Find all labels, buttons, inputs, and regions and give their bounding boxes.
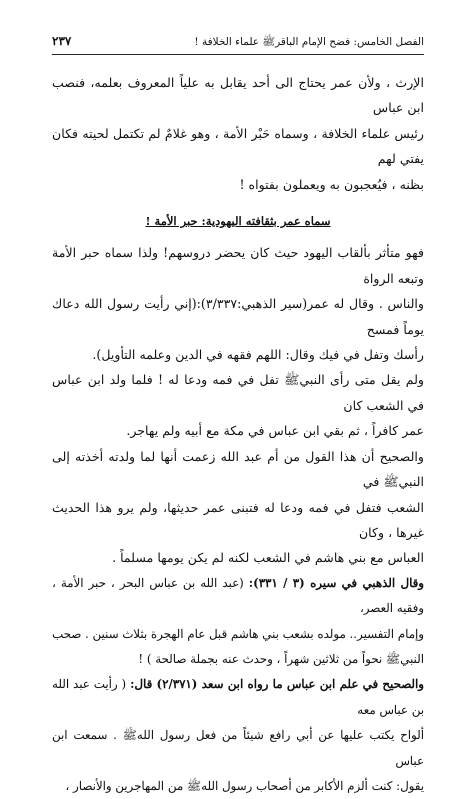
running-title: الفصل الخامس: فضح الإمام الباقرﷺ علماء الخلافة !	[194, 36, 424, 48]
citation-lead: والصحيح في علم ابن عباس ما رواه ابن سعد (٢/٣٧١) قال:	[130, 677, 424, 692]
text-line: الشعب فتفل في فمه ودعا له فتبنى عمر حديثها، ولم يرو هذا الحديث غيرها ، وكان	[52, 499, 424, 540]
page-body	[52, 70, 424, 799]
text-line: النبيﷺ نحواً من ثلاثين شهراً ، وحدث عنه بجملة صالحة ) !	[138, 651, 424, 666]
text-line: الإرث ، ولأن عمر يحتاج الى أحد يقابل به علياً المعروف بعلمه، فنصب ابن عباس	[52, 75, 424, 116]
citation-lead: وقال الذهبي في سيره (٣ / ٣٣١):	[248, 575, 425, 590]
text-line: والناس . وقال له عمر(سير الذهبي:٣/٣٣٧):(إني رأيت رسول الله دعاك يوماً فمسح	[52, 296, 424, 337]
header-rule	[52, 54, 424, 55]
page-header	[52, 34, 424, 51]
text-line: ألواح يكتب عليها عن أبي رافع شيئاً من فعل رسول اللهﷺ . سمعت ابن عباس	[52, 728, 424, 768]
text-line: والصحيح أن هذا القول من أم عبد الله زعمت أنها لما ولدته أخذته إلى النبيﷺ في	[52, 448, 424, 490]
text-line: فهو متأثر بألقاب اليهود حيث كان يحضر دروسهم! ولذا سماه حبر الأمة وتبعه الرواة	[52, 245, 424, 286]
page-number: ٢٣٧	[52, 34, 72, 48]
section-heading: سماه عمر بثقافته اليهودية: حبر الأمة !	[145, 214, 331, 229]
text-line: ولم يقل متى رأى النبيﷺ تفل في فمه ودعا له ! فلما ولد ابن عباس في الشعب كان	[52, 372, 424, 413]
text-line: عمر كافراً ، ثم بقي ابن عباس في مكة مع أبيه ولم يهاجر.	[126, 423, 424, 439]
text-line: بظنه ، فيُعجبون به ويعملون بفتواه !	[239, 176, 424, 192]
text-line: العباس مع بني هاشم في الشعب لكنه لم يكن يومها مسلماً .	[112, 550, 424, 566]
quote-text: (عبد الله بن عباس البحر ، حبر الأمة ، وفقيه العصر،	[52, 575, 424, 616]
text-line: يقول: كنت ألزم الأكابر من أصحاب رسول اللهﷺ من المهاجرين والأنصار ،	[65, 778, 424, 793]
text-line: رئيس علماء الخلافة ، وسماه حَبْر الأمة ، وهو غلامٌ لم تكتمل لحيته فكان يفتي لهم	[52, 125, 424, 167]
text-line	[52, 571, 424, 622]
quote-text: ( رأيت عبد الله بن عباس معه	[52, 677, 424, 717]
text-line: وإمام التفسير.. مولده بشعب بني هاشم قبل عام الهجرة بثلاث سنين . صحب	[52, 626, 424, 641]
text-line	[52, 672, 424, 723]
text-line: رأسك وتفل في فيك وقال: اللهم فقهه في الدين وعلمه التأويل).	[92, 347, 424, 363]
